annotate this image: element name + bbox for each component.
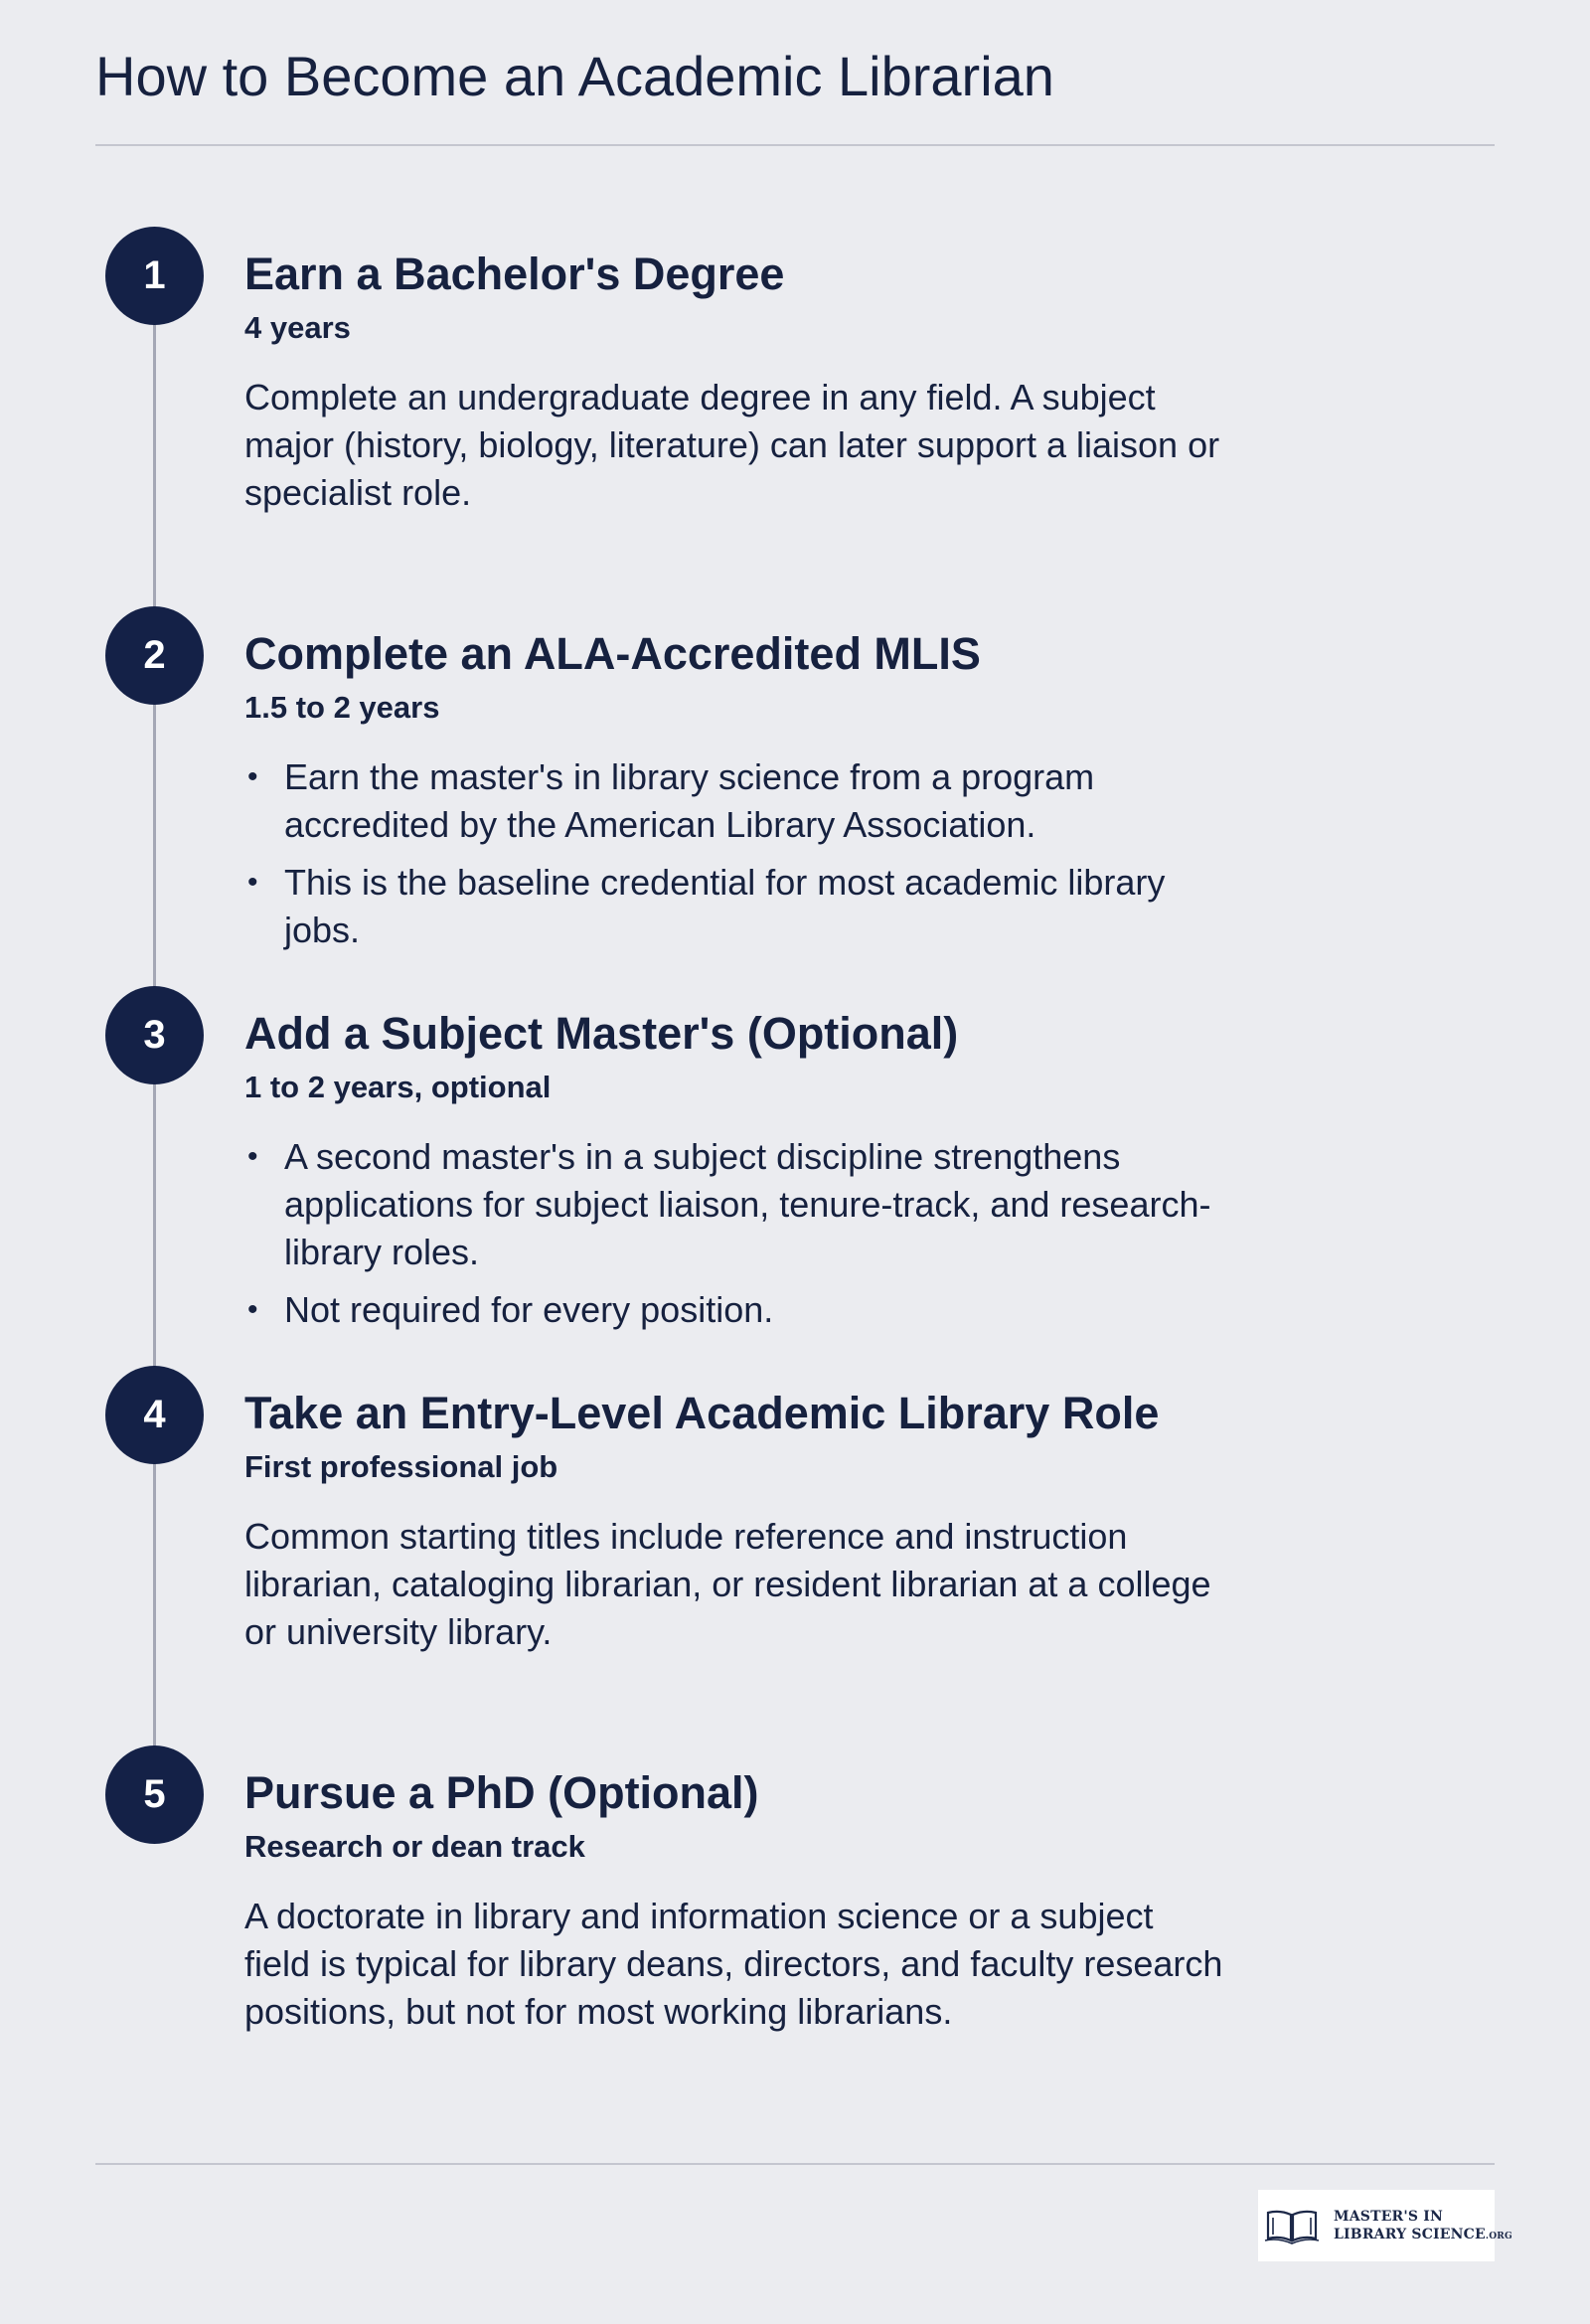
step-title: Pursue a PhD (Optional) — [244, 1767, 759, 1818]
step-title: Take an Entry-Level Academic Library Role — [244, 1388, 1160, 1438]
step-bullet-list — [244, 1133, 1228, 1334]
step-number-circle: 3 — [105, 986, 204, 1084]
step-duration: 1.5 to 2 years — [244, 690, 440, 725]
page-title: How to Become an Academic Librarian — [95, 45, 1054, 107]
step-description: Common starting titles include reference and instruction librarian, cataloging librarian, or resident librarian at a college or university library. — [244, 1516, 1211, 1652]
step-bullet-list — [244, 753, 1228, 954]
footer-divider — [95, 2163, 1495, 2165]
step-duration: First professional job — [244, 1449, 558, 1484]
step-content — [244, 247, 1238, 517]
logo-text-line2 — [1334, 2227, 1512, 2242]
step-number-circle: 1 — [105, 227, 204, 325]
open-book-icon — [1264, 2207, 1320, 2244]
logo-text-suffix: .ORG — [1485, 2232, 1512, 2241]
step-content — [244, 1006, 1238, 1344]
site-logo — [1258, 2190, 1512, 2261]
step-duration: 1 to 2 years, optional — [244, 1070, 552, 1104]
step-content — [244, 626, 1238, 964]
step-description: A doctorate in library and information science or a subject field is typical for library deans, directors, and faculty research positions, but not for most working librarians. — [244, 1896, 1223, 2032]
step-title: Complete an ALA-Accredited MLIS — [244, 628, 981, 679]
step-duration: Research or dean track — [244, 1829, 585, 1864]
step-title: Earn a Bachelor's Degree — [244, 249, 785, 299]
header-divider — [95, 144, 1495, 146]
step-number-circle: 2 — [105, 606, 204, 705]
step-number-circle: 5 — [105, 1745, 204, 1844]
bullet-item: • Not required for every position. — [244, 1286, 1228, 1334]
logo-text-main: LIBRARY SCIENCE — [1334, 2227, 1486, 2242]
step-content — [244, 1386, 1238, 1656]
step-description: Complete an undergraduate degree in any field. A subject major (history, biology, literature) can later support a liaison or specialist role. — [244, 377, 1220, 513]
bullet-item: • This is the baseline credential for most academic library jobs. — [244, 859, 1228, 954]
step-number-circle: 4 — [105, 1366, 204, 1464]
bullet-item: • Earn the master's in library science from a program accredited by the American Library Association. — [244, 753, 1228, 849]
logo-text-line1: MASTER'S IN — [1334, 2209, 1444, 2225]
step-duration: 4 years — [244, 310, 351, 345]
bullet-item: • A second master's in a subject discipline strengthens applications for subject liaison, tenure-track, and research-library roles. — [244, 1133, 1228, 1276]
step-title: Add a Subject Master's (Optional) — [244, 1008, 959, 1059]
step-content — [244, 1765, 1238, 2036]
